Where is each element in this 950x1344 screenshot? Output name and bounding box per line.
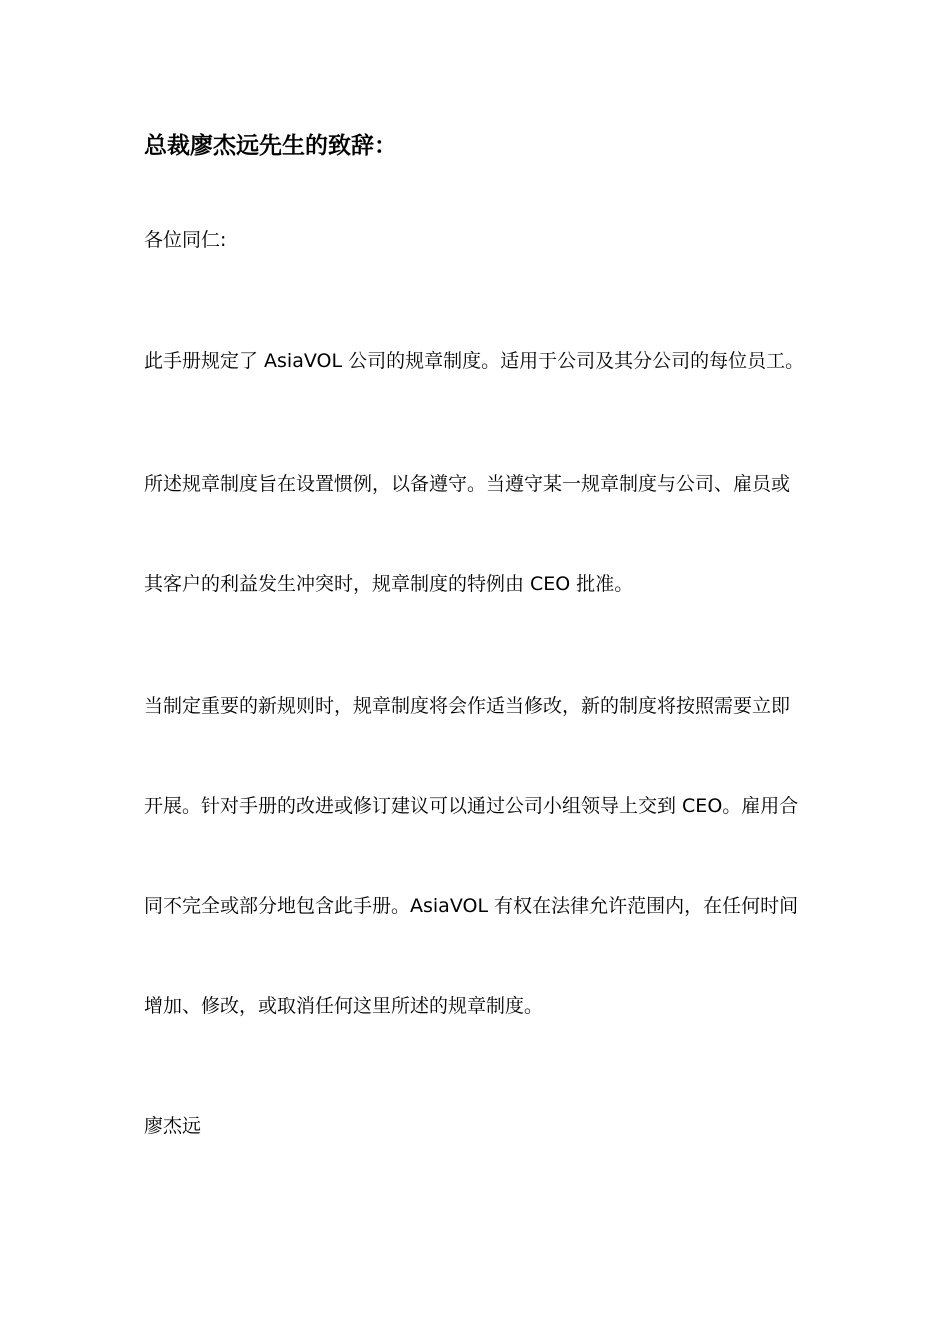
paragraph-3-line-4: 增加、修改，或取消任何这里所述的规章制度。 xyxy=(144,995,544,1017)
paragraph-2-line-1: 所述规章制度旨在设置惯例，以备遵守。当遵守某一规章制度与公司、雇员或 xyxy=(144,473,791,495)
paragraph-3-line-2: 开展。针对手册的改进或修订建议可以通过公司小组领导上交到 CEO。雇用合 xyxy=(144,795,799,817)
page-title: 总裁廖杰远先生的致辞： xyxy=(144,133,397,159)
paragraph-3-line-1: 当制定重要的新规则时，规章制度将会作适当修改，新的制度将按照需要立即 xyxy=(144,695,791,717)
greeting: 各位同仁: xyxy=(144,229,227,251)
paragraph-3-line-3: 同不完全或部分地包含此手册。AsiaVOL 有权在法律允许范围内，在任何时间 xyxy=(144,895,799,917)
signature: 廖杰远 xyxy=(144,1115,202,1137)
paragraph-2-line-2: 其客户的利益发生冲突时，规章制度的特例由 CEO 批准。 xyxy=(144,573,634,595)
paragraph-1-line-1: 此手册规定了 AsiaVOL 公司的规章制度。适用于公司及其分公司的每位员工。 xyxy=(144,350,805,372)
